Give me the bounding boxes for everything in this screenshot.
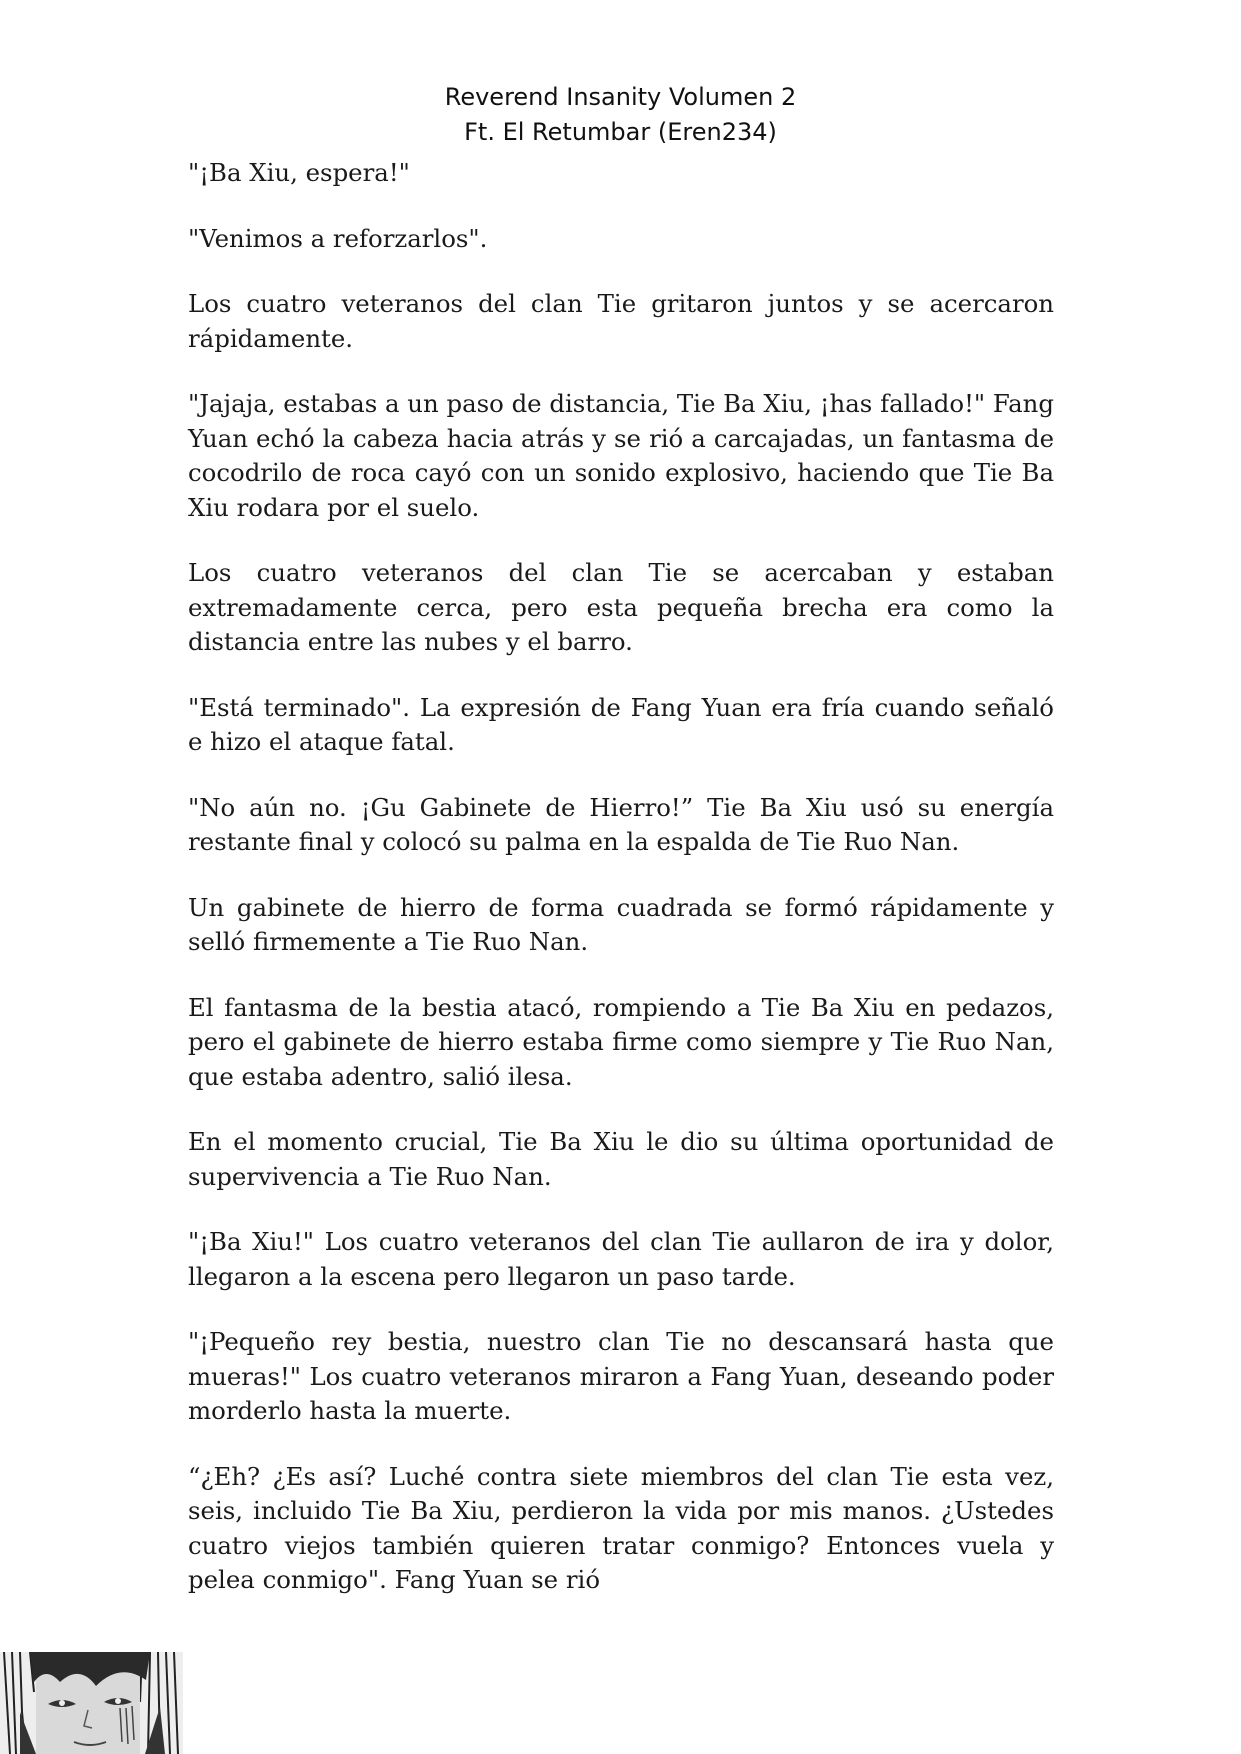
paragraph: "No aún no. ¡Gu Gabinete de Hierro!” Tie Ba Xiu usó su energía restante final y colocó su palma en la espalda de Tie Ruo Nan. [188, 792, 1054, 856]
header-subtitle: Ft. El Retumbar (Eren234) [464, 118, 777, 146]
manga-portrait-icon [0, 1652, 183, 1754]
paragraph: "¡Pequeño rey bestia, nuestro clan Tie no descansará hasta que mueras!" Los cuatro veteranos miraron a Fang Yuan, deseando poder morderlo hasta la muerte. [188, 1327, 1054, 1425]
paragraph: En el momento crucial, Tie Ba Xiu le dio su última oportunidad de supervivencia a Tie Ruo Nan. [188, 1127, 1054, 1191]
paragraph: El fantasma de la bestia atacó, rompiendo a Tie Ba Xiu en pedazos, pero el gabinete de hierro estaba firme como siempre y Tie Ruo Nan, que estaba adentro, salió ilesa. [188, 992, 1054, 1091]
body-text [188, 156, 1054, 1629]
paragraph: "¡Ba Xiu, espera!" [188, 158, 410, 187]
page-header [0, 80, 1241, 150]
paragraph: Los cuatro veteranos del clan Tie se acercaban y estaban extremadamente cerca, pero esta pequeña brecha era como la distancia entre las nubes y el barro. [188, 558, 1054, 656]
paragraph: "Jajaja, estabas a un paso de distancia, Tie Ba Xiu, ¡has fallado!" Fang Yuan echó la cabeza hacia atrás y se rió a carcajadas, un fantasma de cocodrilo de roca cayó con un sonido explosivo, haciendo que Tie Ba Xiu rodara por el suelo. [188, 389, 1054, 522]
paragraph: "¡Ba Xiu!" Los cuatro veteranos del clan Tie aullaron de ira y dolor, llegaron a la escena pero llegaron un paso tarde. [188, 1227, 1054, 1291]
paragraph: “¿Eh? ¿Es así? Luché contra siete miembros del clan Tie esta vez, seis, incluido Tie Ba Xiu, perdieron la vida por mis manos. ¿Ustedes cuatro viejos también quieren tratar conmigo? Entonces vuela y pelea conmigo". Fang Yuan se rió [188, 1461, 1054, 1594]
header-title: Reverend Insanity Volumen 2 [444, 83, 797, 111]
paragraph: "Está terminado". La expresión de Fang Yuan era fría cuando señaló e hizo el ataque fatal. [188, 692, 1054, 756]
paragraph: Un gabinete de hierro de forma cuadrada se formó rápidamente y selló firmemente a Tie Ruo Nan. [188, 892, 1054, 956]
paragraph: Los cuatro veteranos del clan Tie gritaron juntos y se acercaron rápidamente. [188, 289, 1054, 353]
paragraph: "Venimos a reforzarlos". [188, 223, 488, 253]
